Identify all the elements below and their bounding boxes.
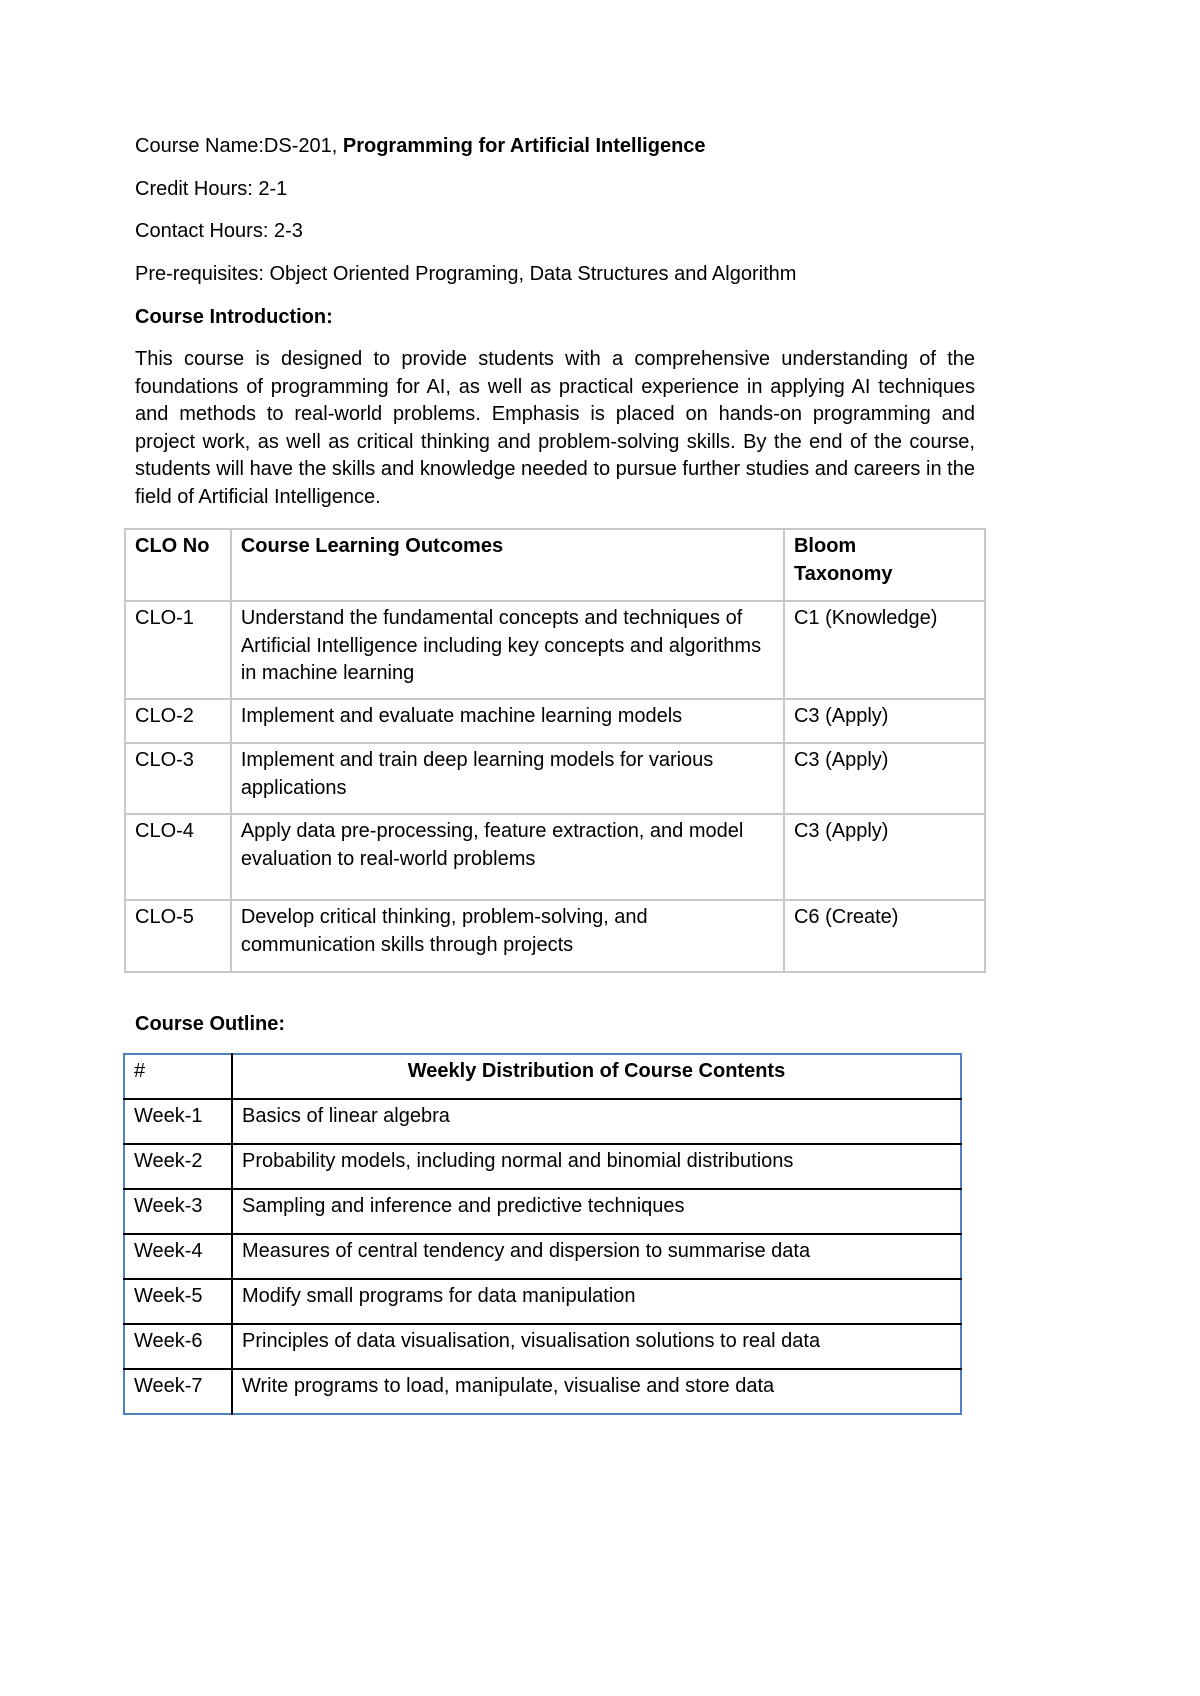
credit-hours: Credit Hours: 2-1 <box>135 178 288 200</box>
week-content: Write programs to load, manipulate, visualise and store data <box>232 1369 961 1414</box>
week-label: Week-3 <box>124 1189 232 1234</box>
week-label: Week-1 <box>124 1099 232 1144</box>
intro-paragraph: This course is designed to provide students with a comprehensive understanding of the foundations of programming for AI, as well as practical experience in applying AI techniques and methods to real-world problems. Emphasis is placed on hands-on programming and project work, as well as critical thinking and problem-solving skills. By the end of the course, students will have the skills and knowledge needed to pursue further studies and careers in the field of Artificial Intelligence. <box>135 348 975 508</box>
week-label: Week-5 <box>124 1279 232 1324</box>
table-row <box>125 900 985 972</box>
week-label: Week-6 <box>124 1324 232 1369</box>
contact-hours: Contact Hours: 2-3 <box>135 220 303 242</box>
clo-outcome: Develop critical thinking, problem-solving, and communication skills through projects <box>231 900 784 972</box>
header-cell: CLO No <box>125 529 231 601</box>
course-name-label: Course Name:DS-201, <box>135 135 343 157</box>
table-row <box>125 699 985 743</box>
table-header-row <box>124 1054 961 1099</box>
week-content: Principles of data visualisation, visualisation solutions to real data <box>232 1324 961 1369</box>
clo-no: CLO-4 <box>125 814 231 900</box>
clo-no: CLO-1 <box>125 601 231 699</box>
week-content: Measures of central tendency and dispersion to summarise data <box>232 1234 961 1279</box>
week-label: Week-4 <box>124 1234 232 1279</box>
week-label: Week-2 <box>124 1144 232 1189</box>
week-content: Modify small programs for data manipulation <box>232 1279 961 1324</box>
clo-outcome: Understand the fundamental concepts and techniques of Artificial Intelligence including key concepts and algorithms in machine learning <box>231 601 784 699</box>
clo-no: CLO-3 <box>125 743 231 814</box>
header-cell: Bloom Taxonomy <box>784 529 985 601</box>
week-content: Sampling and inference and predictive techniques <box>232 1189 961 1234</box>
clo-bloom: C1 (Knowledge) <box>784 601 985 699</box>
outline-heading: Course Outline: <box>135 1013 286 1035</box>
course-title: Programming for Artificial Intelligence <box>342 135 706 157</box>
clo-outcome: Implement and evaluate machine learning models <box>231 699 784 743</box>
week-label: Week-7 <box>124 1369 232 1414</box>
table-header-row <box>125 529 985 601</box>
week-content: Probability models, including normal and binomial distributions <box>232 1144 961 1189</box>
clo-outcome: Implement and train deep learning models for various applications <box>231 743 784 814</box>
course-name <box>135 135 706 158</box>
header-cell: # <box>124 1054 232 1099</box>
table-row <box>124 1189 961 1234</box>
table-row <box>125 814 985 900</box>
prerequisites: Pre-requisites: Object Oriented Programing, Data Structures and Algorithm <box>135 263 797 285</box>
clo-bloom: C3 (Apply) <box>784 814 985 900</box>
table-row <box>125 743 985 814</box>
table-row <box>124 1144 961 1189</box>
outline-table <box>123 1053 962 1415</box>
intro-heading: Course Introduction: <box>135 306 333 328</box>
table-row <box>124 1279 961 1324</box>
clo-outcome: Apply data pre-processing, feature extraction, and model evaluation to real-world problems <box>231 814 784 900</box>
clo-no: CLO-2 <box>125 699 231 743</box>
clo-bloom: C3 (Apply) <box>784 699 985 743</box>
table-row <box>124 1369 961 1414</box>
week-content: Basics of linear algebra <box>232 1099 961 1144</box>
header-cell: Course Learning Outcomes <box>231 529 784 601</box>
clo-bloom: C3 (Apply) <box>784 743 985 814</box>
table-row <box>124 1099 961 1144</box>
table-row <box>124 1234 961 1279</box>
clo-no: CLO-5 <box>125 900 231 972</box>
clo-table <box>124 528 986 973</box>
clo-bloom: C6 (Create) <box>784 900 985 972</box>
table-row <box>124 1324 961 1369</box>
table-row <box>125 601 985 699</box>
header-cell: Weekly Distribution of Course Contents <box>232 1054 961 1099</box>
